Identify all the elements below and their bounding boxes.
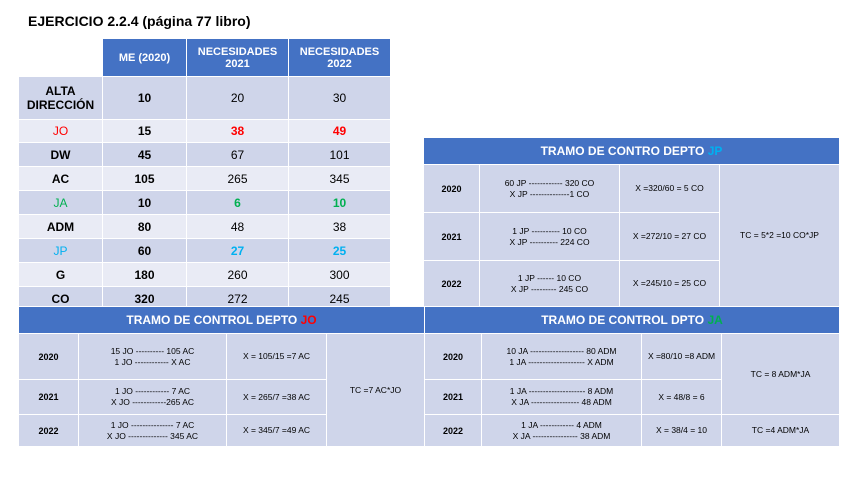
cell-me: 10 [103,191,187,215]
table-row [425,334,840,380]
ratio-cell [482,380,642,415]
table-row [19,239,391,263]
year-cell: 2022 [425,415,482,447]
tramo-ja-title [425,307,840,334]
ratio-line-2: 1 JA -------------------- X ADM [509,356,614,367]
year-cell: 2022 [19,415,79,447]
tramo-ja-dept: JA [707,313,723,327]
ratio-line-1: 60 JP ------------ 320 CO [504,177,595,188]
row-label: DW [19,143,103,167]
header-necesidades-2022: NECESIDADES 2022 [289,39,391,77]
ratio-line-1: 1 JA ------------ 4 ADM [521,419,602,430]
cell-2022: 300 [289,263,391,287]
table-row [19,334,425,380]
year-cell: 2021 [424,213,480,261]
year-cell: 2020 [424,165,480,213]
ratio-line-1: 1 JO --------------- 7 AC [110,419,195,430]
tramo-ja-table [424,306,840,447]
calc-cell: X = 345/7 =49 AC [227,415,327,447]
header-necesidades-2021: NECESIDADES 2021 [187,39,289,77]
table-row [425,415,840,447]
cell-2021: 67 [187,143,289,167]
tramo-jp-title-text: TRAMO DE CONTRO DEPTO [540,144,708,158]
ratio-line-2: X JP ---------- 224 CO [509,236,590,247]
header-me-2020: ME (2020) [103,39,187,77]
tramo-jp-title [424,138,840,165]
cell-2022: 245 [289,287,391,311]
cell-2021: 20 [187,77,289,120]
calc-cell: X = 105/15 =7 AC [227,334,327,380]
cell-2021: 265 [187,167,289,191]
cell-me: 45 [103,143,187,167]
tramo-jp-table [423,137,840,307]
table-row [19,167,391,191]
cell-2021: 272 [187,287,289,311]
ratio-line-2: X JA ---------------- 38 ADM [512,430,611,441]
ratio-line-2: X JA ----------------- 48 ADM [511,397,612,407]
calc-cell: X = 265/7 =38 AC [227,380,327,415]
cell-me: 80 [103,215,187,239]
cell-2022: 38 [289,215,391,239]
row-label: JP [19,239,103,263]
table-row [424,165,840,213]
ratio-line-2: X JO -------------- 345 AC [106,430,199,441]
cell-2021: 27 [187,239,289,263]
cell-me: 15 [103,120,187,143]
ratio-line-2: 1 JO ------------ X AC [114,356,191,367]
tramo-jo-title [19,307,425,334]
ratio-line-1: 15 JO ---------- 105 AC [110,345,195,356]
calc-cell: X =80/10 =8 ADM [642,334,722,380]
table-row [19,143,391,167]
row-label: AC [19,167,103,191]
ratio-line-1: 1 JP ------ 10 CO [517,272,582,283]
tc-cell: TC = 5*2 =10 CO*JP [720,165,840,307]
calc-cell: X =320/60 = 5 CO [620,165,720,213]
ratio-cell [482,415,642,447]
ratio-cell [482,334,642,380]
cell-2021: 48 [187,215,289,239]
row-label: CO [19,287,103,311]
cell-2022: 49 [289,120,391,143]
main-table [18,38,391,311]
cell-2021: 6 [187,191,289,215]
ratio-line-1: 1 JO ------------ 7 AC [114,386,191,396]
year-cell: 2021 [19,380,79,415]
cell-2022: 101 [289,143,391,167]
cell-2021: 260 [187,263,289,287]
ratio-line-1: 10 JA ------------------- 80 ADM [506,345,617,356]
table-row [19,215,391,239]
table-row [19,263,391,287]
ratio-line-2: X JO ------------265 AC [110,397,195,407]
table-row [19,120,391,143]
ratio-cell [79,380,227,415]
row-label: G [19,263,103,287]
calc-cell: X =272/10 = 27 CO [620,213,720,261]
calc-cell: X = 48/8 = 6 [642,380,722,415]
ratio-line-2: X JP --------- 245 CO [510,283,589,294]
ratio-cell [480,213,620,261]
tc-cell: TC =7 AC*JO [327,334,425,447]
cell-2022: 30 [289,77,391,120]
cell-me: 105 [103,167,187,191]
cell-me: 180 [103,263,187,287]
ratio-cell [79,334,227,380]
tc-cell: TC = 8 ADM*JA [722,334,840,415]
calc-cell: X = 38/4 = 10 [642,415,722,447]
cell-me: 60 [103,239,187,263]
tramo-jp-dept: JP [707,144,723,158]
table-row [19,191,391,215]
row-label: JO [19,120,103,143]
year-cell: 2020 [425,334,482,380]
ratio-cell [79,415,227,447]
tramo-ja-title-text: TRAMO DE CONTROL DPTO [541,313,708,327]
cell-2022: 345 [289,167,391,191]
table-row [19,77,391,120]
tramo-jo-title-text: TRAMO DE CONTROL DEPTO [126,313,301,327]
ratio-cell [480,261,620,307]
year-cell: 2020 [19,334,79,380]
row-label: ADM [19,215,103,239]
ratio-line-1: 1 JA -------------------- 8 ADM [509,386,614,396]
tramo-jo-table [18,306,425,447]
row-label: ALTA DIRECCIÓN [19,77,103,120]
tc-cell-2: TC =4 ADM*JA [722,415,840,447]
ratio-line-1: 1 JP ---------- 10 CO [512,225,587,236]
year-cell: 2021 [425,380,482,415]
row-label: JA [19,191,103,215]
ratio-line-2: X JP --------------1 CO [509,188,590,199]
cell-2021: 38 [187,120,289,143]
tramo-jo-dept: JO [300,313,317,327]
cell-2022: 10 [289,191,391,215]
cell-me: 320 [103,287,187,311]
header-empty-cell [19,39,103,77]
ratio-cell [480,165,620,213]
cell-2022: 25 [289,239,391,263]
page-title: EJERCICIO 2.2.4 (página 77 libro) [28,13,251,29]
year-cell: 2022 [424,261,480,307]
cell-me: 10 [103,77,187,120]
calc-cell: X =245/10 = 25 CO [620,261,720,307]
